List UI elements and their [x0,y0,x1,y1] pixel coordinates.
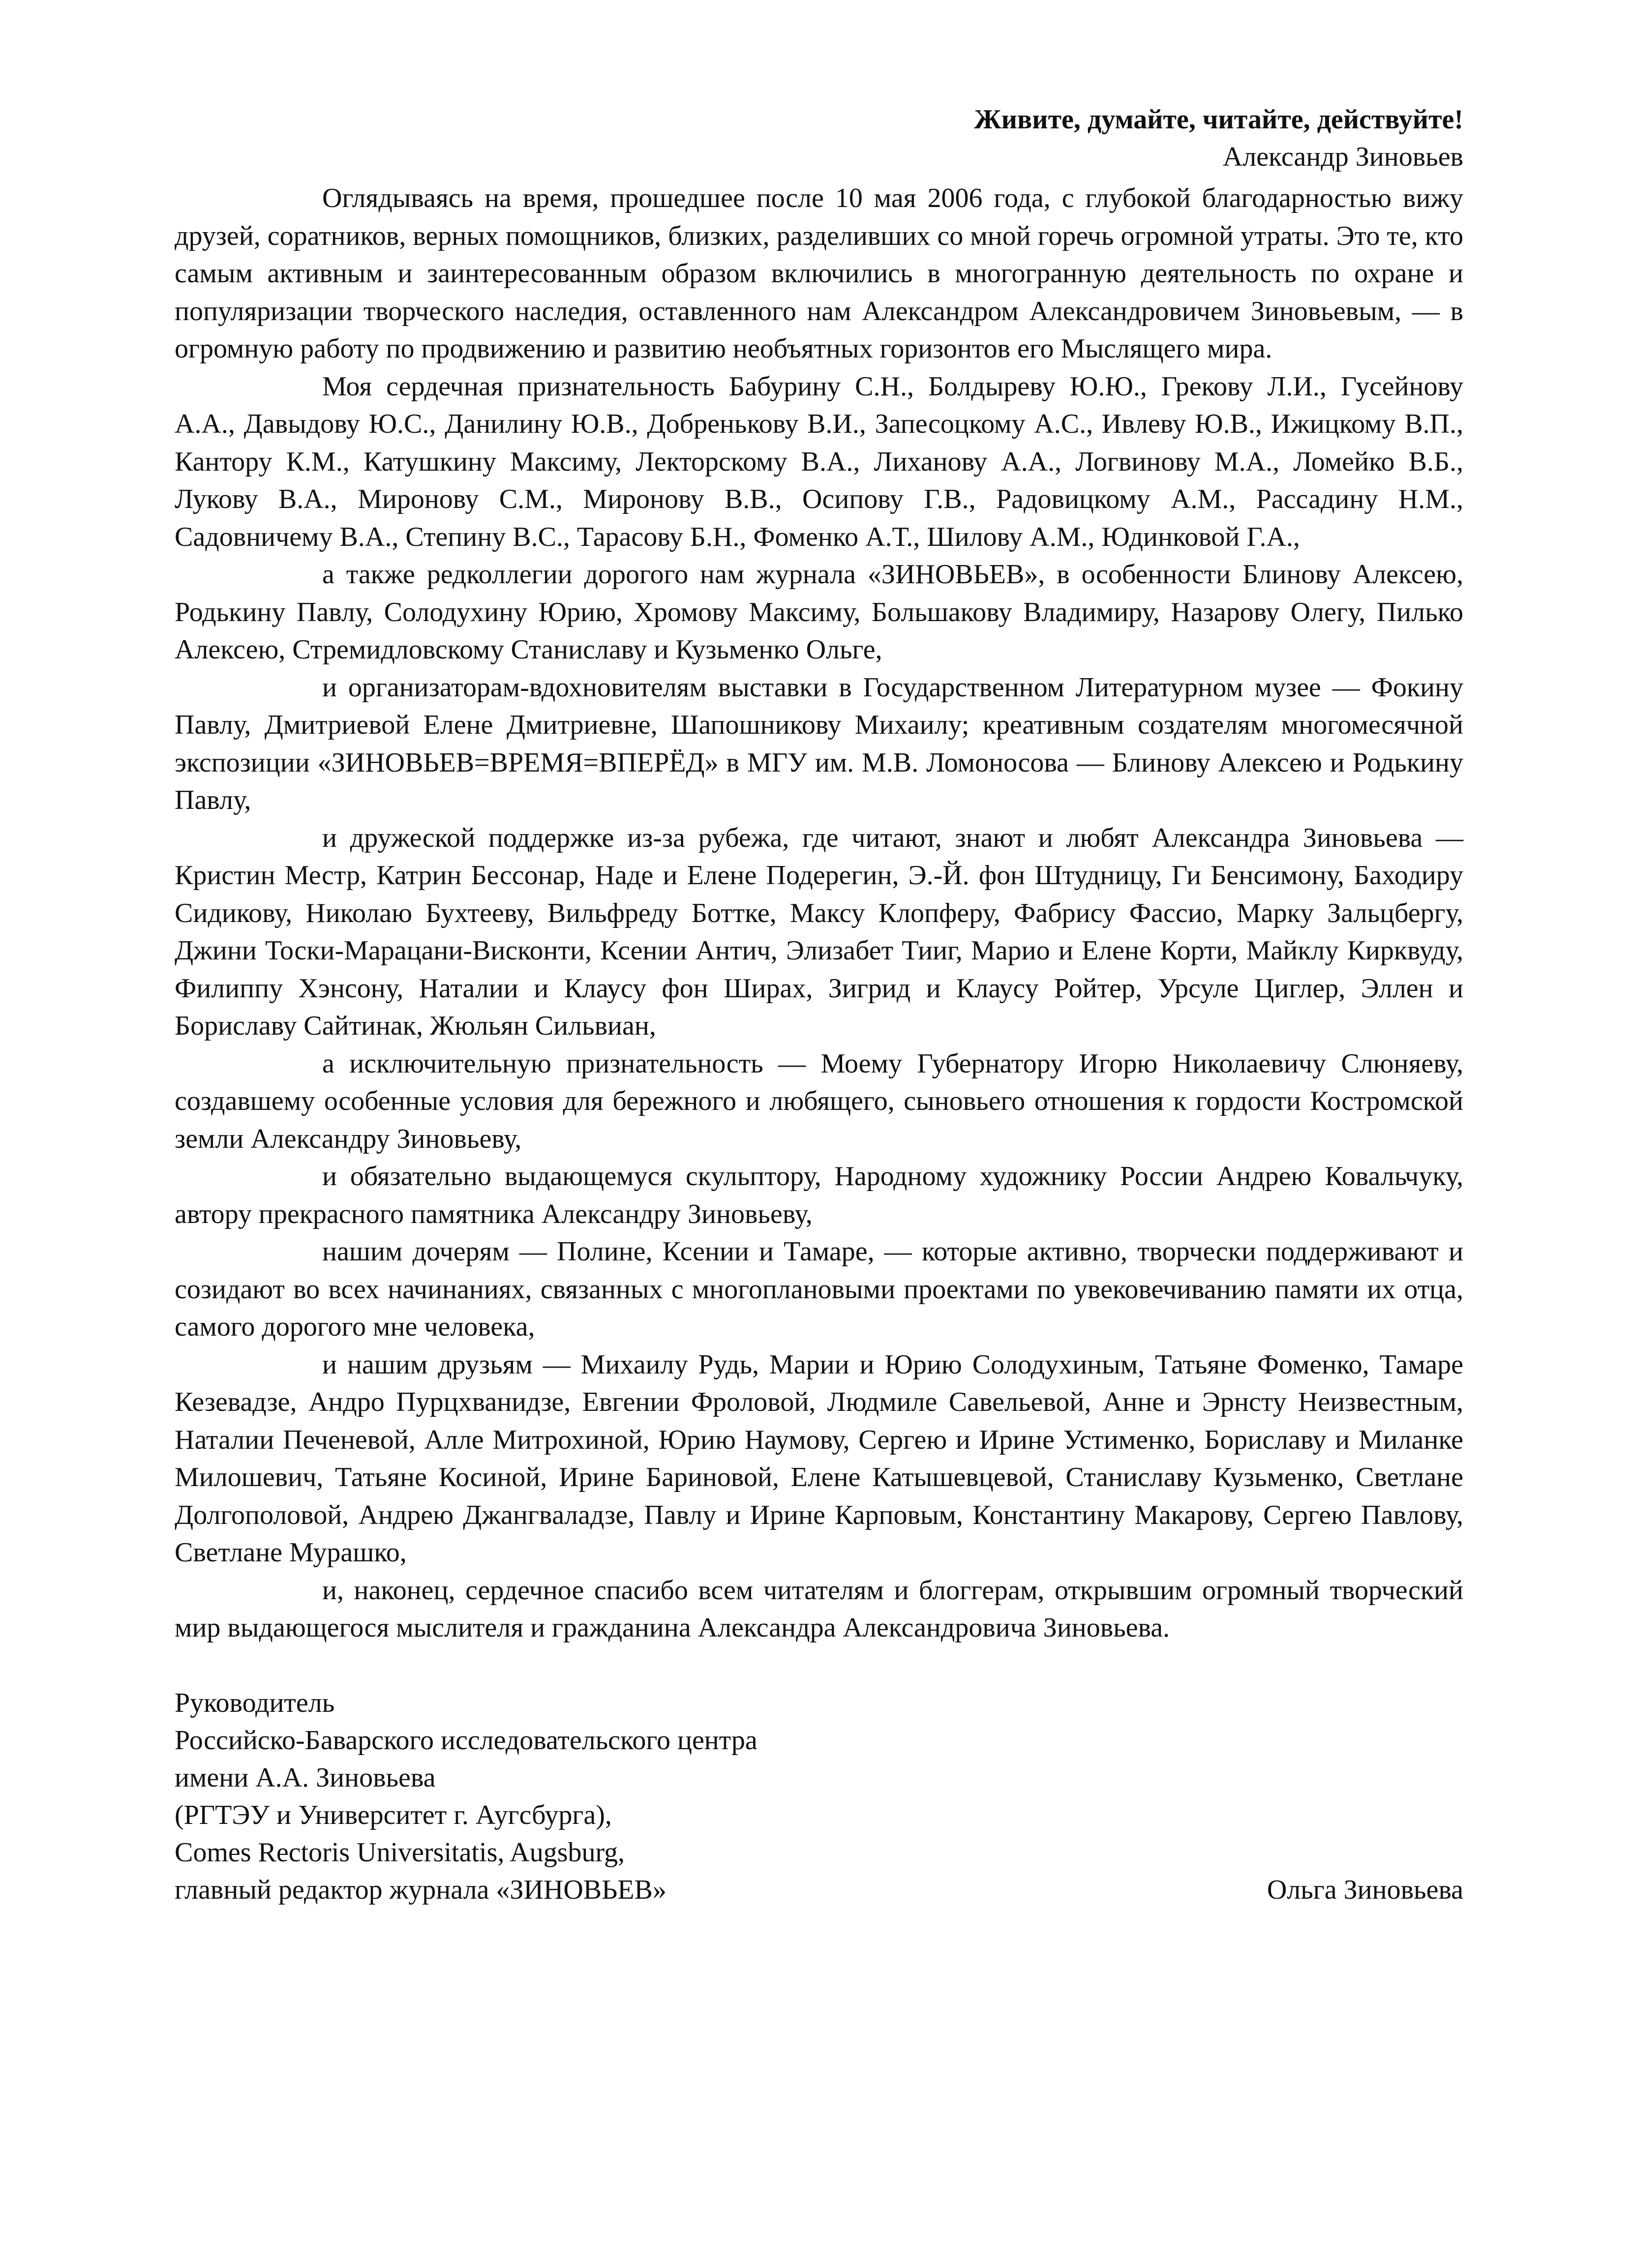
paragraph: Оглядываясь на время, прошедшее после 10 мая 2006 года, с глубокой благодарностью вижу друзей, соратников, верных помощников, близких, разделивших со мной горечь огромной утраты. Это те, кто самым активным и заинтересованным образом включились в многогранную деятельность по охране и популяризации творческого наследия, оставленного нам Александром Александровичем Зиновьевым, — в огромную работу по продвижению и развитию необъятных горизонтов его Мыслящего мира. [175,183,1463,364]
paragraph: Моя сердечная признательность Бабурину С.Н., Болдыреву Ю.Ю., Грекову Л.И., Гусейнову А.А., Давыдову Ю.С., Данилину Ю.В., Добренькову В.И., Запесоцкому А.С., Ивлеву Ю.В., Ижицкому В.П., Кантору К.М., Катушкину Максиму, Лекторскому В.А., Лиханову А.А., Логвинову М.А., Ломейко В.Б., Лукову В.А., Миронову С.М., Миронову В.В., Осипову Г.В., Радовицкому А.М., Рассадину Н.М., Садовничему В.А., Степину В.С., Тарасову Б.Н., Фоменко А.Т., Шилову А.М., Юдинковой Г.А., [175,371,1463,552]
paragraph: а исключительную признательность — Моему Губернатору Игорю Николаевичу Слюняеву, создавшему особенные условия для бережного и любящего, сыновьего отношения к гордости Костромской земли Александру Зиновьеву, [175,1048,1463,1154]
paragraph: и, наконец, сердечное спасибо всем читателям и блоггерам, открывшим огромный творческий мир выдающегося мыслителя и гражданина Александра Александровича Зиновьева. [175,1575,1463,1643]
signature-line: главный редактор журнала «ЗИНОВЬЕВ» [175,1874,666,1905]
signature-line: Российско-Баварского исследовательского центра [175,1725,757,1756]
paragraph: а также редколлегии дорогого нам журнала «ЗИНОВЬЕВ», в особенности Блинову Алексею, Родькину Павлу, Солодухину Юрию, Хромову Максиму, Большакову Владимиру, Назарову Олегу, Пилько Алексею, Стремидловскому Станиславу и Кузьменко Ольге, [175,559,1463,665]
epigraph-author: Александр Зиновьев [1222,142,1463,172]
letter-page [175,101,1463,1909]
signature-line: имени А.А. Зиновьева [175,1762,436,1793]
letter-body [175,179,1463,1647]
paragraph: и нашим друзьям — Михаилу Рудь, Марии и Юрию Солодухиным, Татьяне Фоменко, Тамаре Кезевадзе, Андро Пурцхванидзе, Евгении Фроловой, Людмиле Савельевой, Анне и Эрнсту Неизвестным, Наталии Печеневой, Алле Митрохиной, Юрию Наумову, Сергею и Ирине Устименко, Бориславу и Миланке Милошевич, Татьяне Косиной, Ирине Бариновой, Елене Катышевцевой, Станиславу Кузьменко, Светлане Долгополовой, Андрею Джангвaладзе, Павлу и Ирине Карповым, Константину Макарову, Сергею Павлову, Светлане Мурашко, [175,1349,1463,1568]
signer-name: Ольга Зиновьева [1267,1874,1463,1905]
paragraph: и дружеской поддержке из-за рубежа, где читают, знают и любят Александра Зиновьева — Кристин Местр, Катрин Бессонар, Наде и Елене Подерегин, Э.-Й. фон Штудницу, Ги Бенсимону, Баходиру Сидикову, Николаю Бухтееву, Вильфреду Боттке, Максу Клопферу, Фабрису Фассио, Марку Зальцбергу, Джини Тоски-Марацани-Висконти, Ксении Антич, Элизабет Тииг, Марио и Елене Корти, Майклу Кирквуду, Филиппу Хэнсону, Наталии и Клаусу фон Ширах, Зигрид и Клаусу Ройтер, Урсуле Циглер, Эллен и Бориславу Сайтинак, Жюльян Сильвиан, [175,822,1463,1041]
signature-block [175,1684,1463,1909]
paragraph: и обязательно выдающемуся скульптору, Народному художнику России Андрею Ковальчуку, автору прекрасного памятника Александру Зиновьеву, [175,1161,1463,1229]
paragraph: нашим дочерям — Полине, Ксении и Тамаре, — которые активно, творчески поддерживают и созидают во всех начинаниях, связанных с многоплановыми проектами по увековечиванию памяти их отца, самого дорогого мне человека, [175,1236,1463,1342]
paragraph: и организаторам-вдохновителям выставки в Государственном Литературном музее — Фокину Павлу, Дмитриевой Елене Дмитриевне, Шапошникову Михаилу; креативным создателям многомесячной экспозиции «ЗИНОВЬЕВ=ВРЕМЯ=ВПЕРЁД» в МГУ им. М.В. Ломоносова — Блинову Алексею и Родькину Павлу, [175,672,1463,815]
epigraph [175,101,1463,176]
signature-line: (РГТЭУ и Университет г. Аугсбурга), [175,1799,612,1830]
epigraph-motto: Живите, думайте, читайте, действуйте! [974,104,1463,135]
signature-line: Comes Rectoris Universitatis, Augsburg, [175,1837,625,1868]
signature-line: Руководитель [175,1687,335,1718]
